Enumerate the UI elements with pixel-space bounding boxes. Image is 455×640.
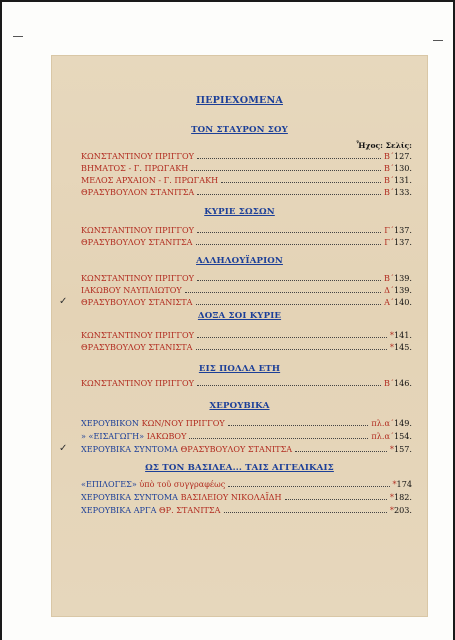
toc-entry[interactable]: ✓ ΘΡΑΣΥΒΟΥΛΟΥ ΣΤΑΝΙΣΤΑ Α΄ 140. bbox=[59, 296, 412, 307]
leader-dots bbox=[197, 337, 387, 338]
section-title: ΔΟΞΑ ΣΟΙ ΚΥΡΙΕ bbox=[197, 311, 282, 321]
toc-entry[interactable]: » «ΕΙΣΑΓΩΓΗ» ΙΑΚΩΒΟΥ πλ.α΄ 154. bbox=[81, 431, 412, 441]
scan-border-top bbox=[0, 0, 455, 2]
leader-dots bbox=[228, 425, 369, 426]
toc-entry[interactable]: ΙΑΚΩΒΟΥ ΝΑΥΠΛΙΩΤΟΥ Δ΄ 139. bbox=[81, 285, 412, 295]
section-title: ΕΙΣ ΠΟΛΛΑ ΕΤΗ bbox=[198, 364, 281, 374]
toc-entry[interactable]: ✓ ΧΕΡΟΥΒΙΚΑ ΣΥΝΤΟΜΑ ΘΡΑΣΥΒΟΥΛΟΥ ΣΤΑΝΙΤΣΑ * 157. bbox=[59, 443, 412, 454]
page-number: 141. bbox=[393, 330, 412, 340]
leader-dots bbox=[221, 182, 381, 183]
page-number: 140. bbox=[393, 297, 412, 307]
leader-dots bbox=[196, 349, 387, 350]
page-number: 182. bbox=[393, 492, 412, 502]
toc-entry[interactable]: ΚΩΝΣΤΑΝΤΙΝΟΥ ΠΡΙΓΓΟΥ Β΄ 139. bbox=[81, 273, 412, 283]
leader-dots bbox=[196, 244, 382, 245]
toc-entry[interactable]: ΚΩΝΣΤΑΝΤΙΝΟΥ ΠΡΙΓΓΟΥ * 141. bbox=[81, 330, 412, 340]
toc-entry[interactable]: ΘΡΑΣΥΒΟΥΛΟΥ ΣΤΑΝΙΤΣΑ Γ΄ 137. bbox=[81, 237, 412, 247]
crop-mark bbox=[13, 36, 23, 37]
toc-entry[interactable]: ΘΡΑΣΥΒΟΥΛΟΝ ΣΤΑΝΙΤΣΑ Β΄ 133. bbox=[81, 187, 412, 197]
toc-entry[interactable]: ΜΕΛΟΣ ΑΡΧΑΙΟΝ - Γ. ΠΡΩΓΑΚΗ Β΄ 131. bbox=[81, 175, 412, 185]
leader-dots bbox=[191, 170, 381, 171]
document-page bbox=[51, 55, 428, 617]
toc-entry[interactable]: ΧΕΡΟΥΒΙΚΑ ΣΥΝΤΟΜΑ ΒΑΣΙΛΕΙΟΥ ΝΙΚΟΛΑΪΔΗ * 182. bbox=[81, 492, 412, 502]
toc-entry[interactable]: «ΕΠΙΛΟΓΕΣ» ὑπὸ τοῦ συγγραφέως * 174 bbox=[81, 479, 412, 489]
leader-dots bbox=[197, 232, 381, 233]
leader-dots bbox=[197, 194, 381, 195]
toc-entry[interactable]: ΚΩΝΣΤΑΝΤΙΝΟΥ ΠΡΙΓΓΟΥ Γ΄ 137. bbox=[81, 225, 412, 235]
toc-entry[interactable]: ΧΕΡΟΥΒΙΚΟΝ ΚΩΝ/ΝΟΥ ΠΡΙΓΓΟΥ πλ.α΄ 149. bbox=[81, 418, 412, 428]
leader-dots bbox=[189, 438, 368, 439]
leader-dots bbox=[197, 385, 381, 386]
page-number: 133. bbox=[393, 187, 412, 197]
leader-dots bbox=[285, 499, 387, 500]
leader-dots bbox=[224, 512, 387, 513]
page-number: 131. bbox=[393, 175, 412, 185]
column-header: Ἦχος: Σελίς: bbox=[356, 141, 412, 150]
section-title: ΩΣ ΤΟΝ ΒΑΣΙΛΕΑ... ΤΑΙΣ ΑΓΓΕΛΙΚΑΙΣ bbox=[145, 463, 334, 473]
page-number: 127. bbox=[393, 151, 412, 161]
leader-dots bbox=[185, 292, 381, 293]
page-number: 149. bbox=[393, 418, 412, 428]
section-title: ΑΛΛΗΛΟΥΪΑΡΙΟΝ bbox=[196, 256, 283, 266]
page-number: 137. bbox=[393, 237, 412, 247]
toc-entry[interactable]: ΧΕΡΟΥΒΙΚΑ ΑΡΓΑ ΘΡ. ΣΤΑΝΙΤΣΑ * 203. bbox=[81, 505, 412, 515]
section-title: ΤΟΝ ΣΤΑΥΡΟΝ ΣΟΥ bbox=[191, 125, 288, 135]
scan-border-left bbox=[0, 0, 2, 640]
leader-dots bbox=[196, 304, 382, 305]
page-number: 130. bbox=[393, 163, 412, 173]
toc-entry[interactable]: ΚΩΝΣΤΑΝΤΙΝΟΥ ΠΡΙΓΓΟΥ Β΄ 127. bbox=[81, 151, 412, 161]
leader-dots bbox=[197, 280, 381, 281]
page-number: 146. bbox=[393, 378, 412, 388]
checkmark-icon: ✓ bbox=[59, 443, 68, 454]
page-number: 137. bbox=[393, 225, 412, 235]
section-title: ΚΥΡΙΕ ΣΩΣΩΝ bbox=[204, 207, 275, 217]
toc-entry[interactable]: ΚΩΝΣΤΑΝΤΙΝΟΥ ΠΡΙΓΓΟΥ Β΄ 146. bbox=[81, 378, 412, 388]
page-number: 139. bbox=[393, 285, 412, 295]
page-number: 139. bbox=[393, 273, 412, 283]
page-number: 145. bbox=[393, 342, 412, 352]
leader-dots bbox=[295, 451, 387, 452]
page-title: ΠΕΡΙΕΧΟΜΕΝΑ bbox=[196, 95, 283, 106]
page-number: 157. bbox=[393, 444, 412, 454]
crop-mark bbox=[433, 40, 443, 41]
page-number: 203. bbox=[393, 505, 412, 515]
page-number: 174 bbox=[396, 479, 412, 489]
toc-entry[interactable]: ΒΗΜΑΤΟΣ - Γ. ΠΡΩΓΑΚΗ Β΄ 130. bbox=[81, 163, 412, 173]
leader-dots bbox=[197, 158, 381, 159]
page-number: 154. bbox=[393, 431, 412, 441]
toc-entry[interactable]: ΘΡΑΣΥΒΟΥΛΟΥ ΣΤΑΝΙΣΤΑ * 145. bbox=[81, 342, 412, 352]
checkmark-icon: ✓ bbox=[59, 296, 68, 307]
section-title: ΧΕΡΟΥΒΙΚΑ bbox=[209, 401, 270, 411]
leader-dots bbox=[228, 486, 389, 487]
